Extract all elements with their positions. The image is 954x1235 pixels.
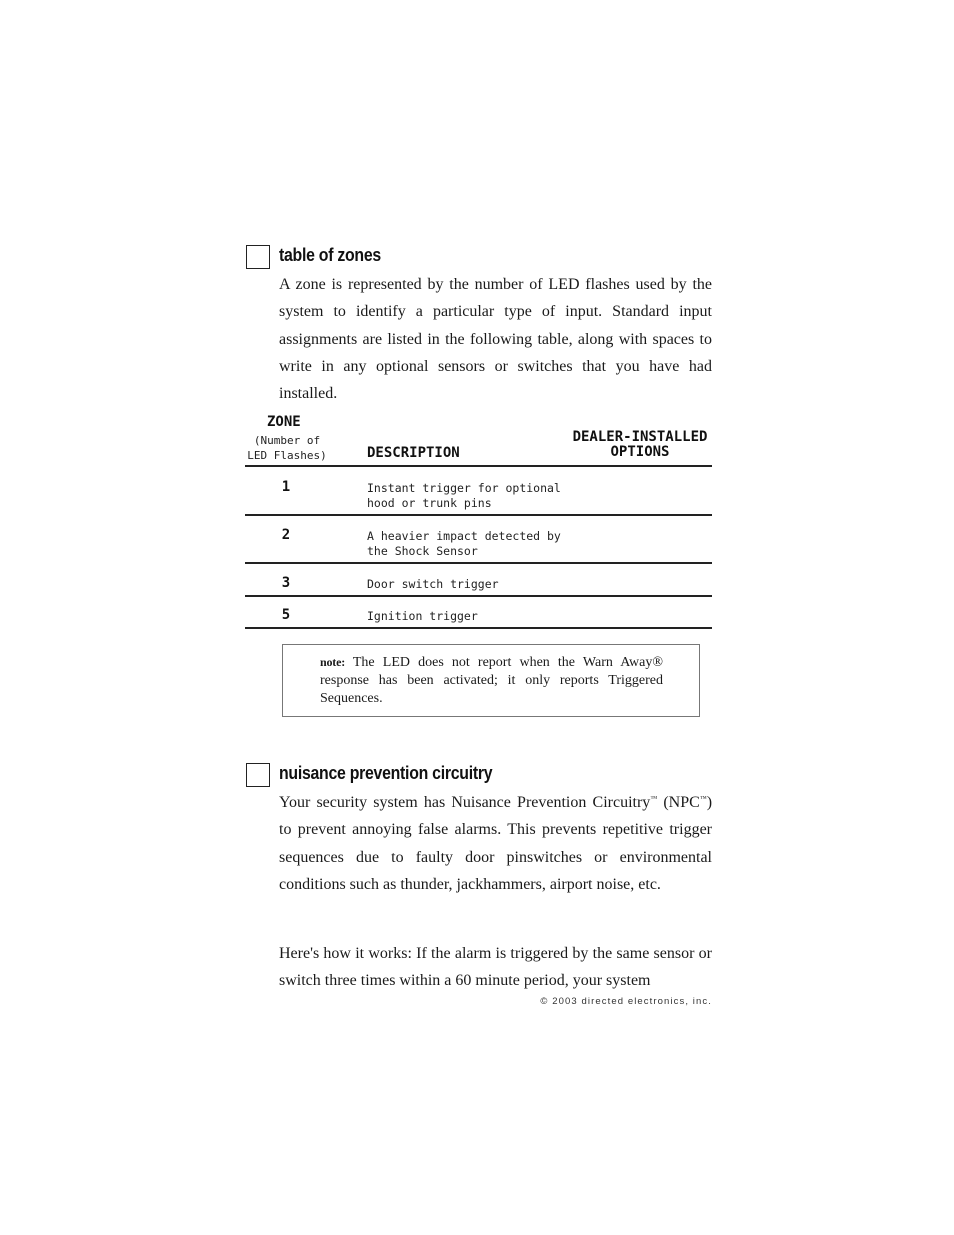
zone-column-header: ZONE: [267, 414, 301, 430]
zone-description-line1: Instant trigger for optional: [367, 481, 561, 495]
zone-description: [367, 529, 567, 559]
zone-number: 5: [281, 607, 291, 623]
zone-option-field[interactable]: [570, 481, 710, 509]
npc-para1-part-a: Your security system has Nuisance Prevention Circuitry: [279, 794, 651, 811]
section-title-nuisance-prevention: nuisance prevention circuitry: [279, 763, 493, 783]
note-label: note:: [320, 655, 345, 669]
note-body: The LED does not report when the Warn Away® response has been activated; it only reports Triggered Sequences.: [320, 655, 663, 706]
zone-description-line2: hood or trunk pins: [367, 496, 492, 510]
copyright-footer: © 2003 directed electronics, inc.: [540, 996, 712, 1007]
table-bottom-rule: [245, 627, 712, 629]
zone-description: [367, 481, 567, 511]
npc-paragraph-1: [279, 789, 712, 898]
zone-description-line1: A heavier impact detected by: [367, 529, 561, 543]
zone-number: 3: [281, 575, 291, 591]
table-row-rule: [245, 514, 712, 516]
table-row-rule: [245, 595, 712, 597]
description-column-header: DESCRIPTION: [367, 445, 460, 461]
zone-subheader-line1: (Number of: [253, 434, 321, 447]
options-header-line2: OPTIONS: [610, 444, 670, 460]
zone-description: [367, 609, 567, 624]
zone-description-line1: Door switch trigger: [367, 577, 499, 591]
table-row-rule: [245, 562, 712, 564]
zone-description-line1: Ignition trigger: [367, 609, 478, 623]
zone-description: [367, 577, 567, 592]
options-column-header: [568, 430, 712, 460]
zone-column-subheader: [245, 433, 329, 463]
table-of-zones-paragraph: A zone is represented by the number of LED flashes used by the system to identify a particular type of input. Standard input assignments are listed in the following table, along with spaces to write in any optional sensors or switches that you have had installed.: [279, 276, 712, 403]
trademark-symbol: ™: [699, 794, 707, 803]
zone-option-field[interactable]: [570, 529, 710, 557]
section-checkbox-table-of-zones[interactable]: [246, 245, 270, 269]
table-header-rule: [245, 465, 712, 467]
npc-para1-part-c: ) to prevent annoying false alarms. This prevents repetitive trigger sequences due to faulty door pinswitches or environmental conditions such as thunder, jackhammers, airport noise, etc.: [279, 794, 713, 893]
zone-number: 2: [281, 527, 291, 543]
zone-description-line2: the Shock Sensor: [367, 544, 478, 558]
zone-option-field[interactable]: [570, 577, 710, 593]
section-checkbox-nuisance-prevention[interactable]: [246, 763, 270, 787]
npc-para1-part-b: (NPC: [657, 794, 700, 811]
note-text: [320, 653, 663, 708]
zone-option-field[interactable]: [570, 609, 710, 625]
npc-paragraph-2: Here's how it works: If the alarm is triggered by the same sensor or switch three times within a 60 minute period, your system: [279, 945, 712, 990]
options-header-line1: DEALER-INSTALLED: [572, 429, 708, 445]
zone-number: 1: [281, 479, 291, 495]
note-box: [282, 644, 700, 717]
section-title-table-of-zones: table of zones: [279, 245, 381, 265]
trademark-symbol: ™: [650, 794, 658, 803]
zone-subheader-line2: LED Flashes): [247, 449, 327, 462]
